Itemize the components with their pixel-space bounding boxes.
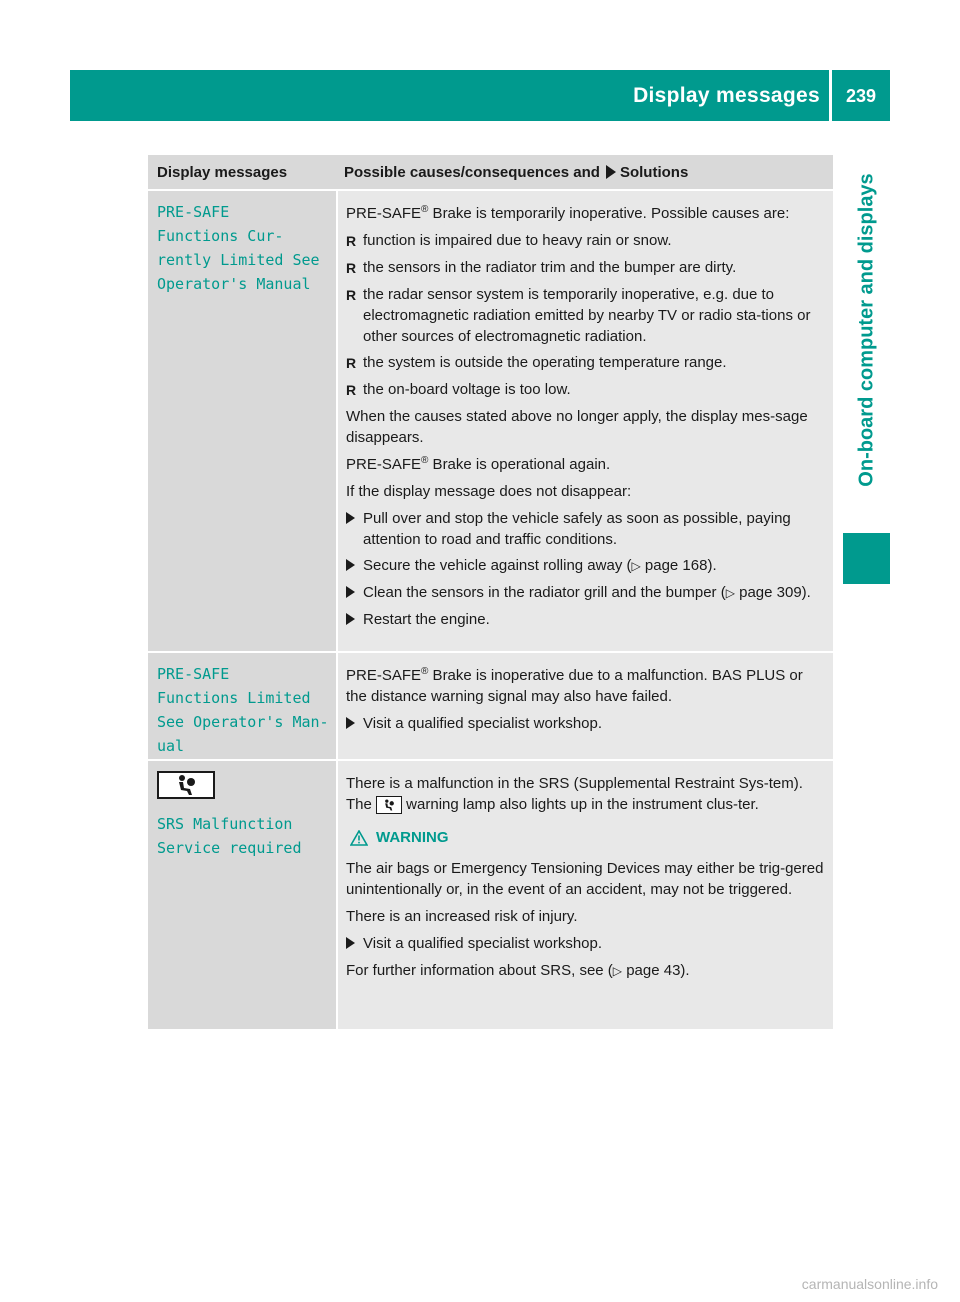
intro-text: PRE-SAFE® Brake is temporarily inoperative. Possible causes are: [346, 204, 790, 222]
warning-triangle-icon [350, 830, 368, 846]
airbag-warning-icon [376, 796, 402, 814]
side-tab-marker [843, 533, 890, 584]
body-text: For further information about SRS, see (▷ page 43). [346, 962, 690, 979]
table-row [148, 759, 833, 1029]
action-arrow-icon [346, 582, 363, 604]
action-step: Visit a qualified specialist workshop. [346, 713, 827, 735]
action-arrow-icon [346, 609, 363, 631]
section-title: Display messages [633, 84, 820, 107]
page-link[interactable]: page 309). [739, 584, 811, 601]
side-tab-label: On-board computer and displays [855, 173, 877, 487]
message-cell [148, 653, 336, 759]
page-reference-icon: ▷ [725, 586, 735, 600]
list-item: R the system is outside the operating temperature range. [346, 354, 727, 371]
message-cell [148, 191, 336, 651]
airbag-warning-icon [157, 771, 215, 799]
body-text: There is an increased risk of injury. [346, 908, 578, 925]
list-item: R the on-board voltage is too low. [346, 381, 571, 398]
page-reference-icon: ▷ [612, 964, 623, 978]
action-arrow-icon [346, 933, 363, 955]
page-link[interactable]: page 43). [626, 962, 690, 979]
watermark: carmanualsonline.info [801, 1276, 938, 1292]
action-step: Secure the vehicle against rolling away (▷ page 168). [346, 555, 827, 577]
side-tab [843, 160, 890, 500]
body-text: The air bags or Emergency Tensioning Devices may either be trig-gered unintentionally or, in the event of an accident, may not be triggered. [346, 860, 824, 898]
body-text: When the causes stated above no longer apply, the display mes-sage disappears. [346, 408, 808, 446]
table-row [148, 189, 833, 651]
action-step: Restart the engine. [346, 609, 827, 631]
message-cell [148, 761, 336, 1029]
col-header-causes-text: Possible causes/consequences and [344, 163, 600, 181]
body-text: If the display message does not disappear: [346, 483, 632, 500]
solution-cell [336, 761, 833, 1029]
action-step: Visit a qualified specialist workshop. [346, 933, 827, 955]
body-text: PRE-SAFE® Brake is inoperative due to a malfunction. BAS PLUS or the distance warning signal may also have failed. [346, 666, 803, 705]
display-message: SRS Malfunction Service required [157, 815, 302, 857]
solution-cell [336, 191, 833, 651]
col-header-solutions [336, 164, 833, 181]
page-reference-icon: ▷ [631, 559, 641, 573]
display-message: PRE-SAFE Functions Cur‐ rently Limited See Operator's Manual [157, 203, 320, 293]
page-header [70, 70, 890, 121]
list-item: R the radar sensor system is temporarily inoperative, e.g. due to electromagnetic radiation emitted by nearby TV or radio sta-tions or other sources of electromagnetic radiation. [346, 286, 811, 345]
action-arrow-icon [346, 555, 363, 577]
page-number: 239 [845, 86, 877, 106]
col-header-messages: Display messages [157, 163, 288, 181]
action-arrow-icon [346, 713, 363, 735]
table-row [148, 651, 833, 759]
page-link[interactable]: page 168). [644, 557, 717, 574]
action-step: Clean the sensors in the radiator grill and the bumper (▷ page 309). [346, 582, 827, 604]
solution-cell [336, 653, 833, 759]
solution-arrow-icon [606, 165, 616, 179]
body-text: There is a malfunction in the SRS (Supplemental Restraint Sys-tem). The warning lamp also lights up in the instrument clus-ter. [346, 775, 803, 813]
display-message: PRE-SAFE Functions Limited See Operator's Man‐ ual [157, 665, 329, 755]
list-item: R the sensors in the radiator trim and the bumper are dirty. [346, 259, 737, 276]
body-text: PRE-SAFE® Brake is operational again. [346, 455, 611, 473]
col-header-solutions-text: Solutions [619, 163, 689, 181]
display-messages-table [148, 155, 833, 1029]
table-header [148, 155, 833, 189]
list-item: R function is impaired due to heavy rain or snow. [346, 232, 672, 249]
warning-heading: WARNING [350, 827, 827, 848]
action-step: Pull over and stop the vehicle safely as soon as possible, paying attention to road and traffic conditions. [346, 508, 827, 550]
action-arrow-icon [346, 508, 363, 550]
